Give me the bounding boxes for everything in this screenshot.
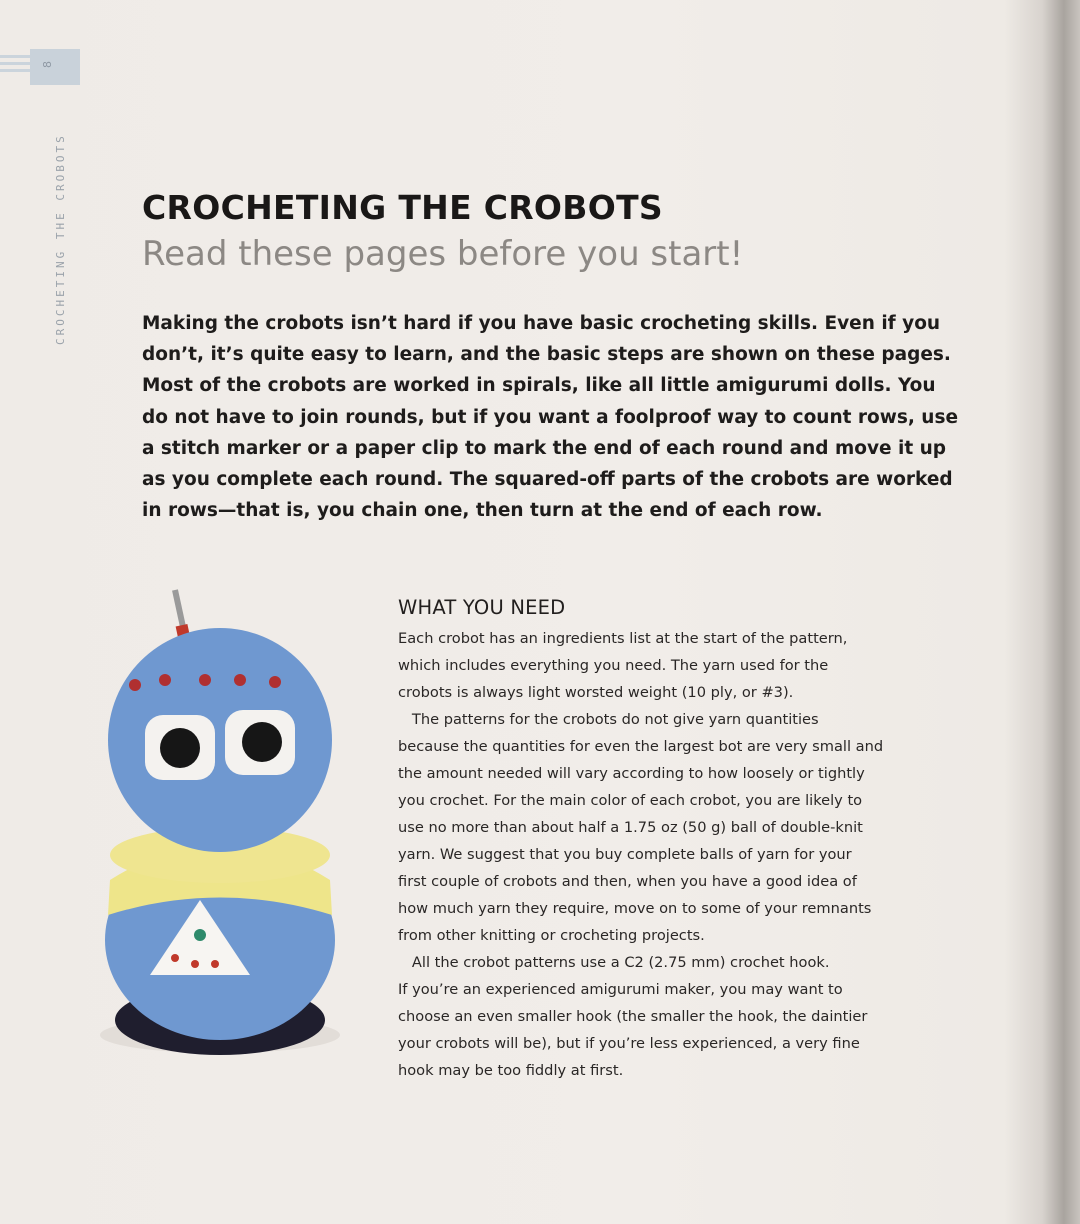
text-line: your crobots will be), but if you’re less experienced, a very fine <box>398 1035 860 1052</box>
chest-dot <box>211 960 219 968</box>
page-tab-decoration <box>0 55 34 75</box>
left-eye <box>160 728 200 768</box>
text-line: yarn. We suggest that you buy complete balls of yarn for your <box>398 846 852 863</box>
text-line: don’t, it’s quite easy to learn, and the basic steps are shown on these pages. <box>142 344 951 366</box>
robot-head <box>108 628 332 852</box>
text-line: as you complete each round. The squared-off parts of the crobots are worked <box>142 469 953 491</box>
running-head: CROCHETING THE CROBOTS <box>54 133 67 345</box>
text-line: hook may be too fiddly at first. <box>398 1062 624 1079</box>
text-line: the amount needed will vary according to how loosely or tightly <box>398 765 865 782</box>
intro-paragraph <box>142 308 959 526</box>
text-line: because the quantities for even the largest bot are very small and <box>398 738 884 755</box>
text-line: The patterns for the crobots do not give yarn quantities <box>398 711 819 728</box>
text-line: Each crobot has an ingredients list at the start of the pattern, <box>398 630 848 647</box>
text-line: a stitch marker or a paper clip to mark the end of each round and move it up <box>142 437 947 459</box>
text-line: Making the crobots isn’t hard if you have basic crocheting skills. Even if you <box>142 313 941 334</box>
what-you-need-section <box>398 596 898 1084</box>
chest-dot <box>191 960 199 968</box>
text-line: you crochet. For the main color of each crobot, you are likely to <box>398 792 863 809</box>
section-heading: WHAT YOU NEED <box>398 596 566 619</box>
page-title: CROCHETING THE CROBOTS <box>142 188 663 227</box>
chest-button <box>194 929 206 941</box>
crochet-robot-photo <box>70 580 370 1080</box>
text-line: choose an even smaller hook (the smaller the hook, the daintier <box>398 1008 868 1025</box>
page-number: 8 <box>41 61 54 68</box>
text-line: from other knitting or crocheting projects. <box>398 927 705 944</box>
chest-dot <box>171 954 179 962</box>
page-tab <box>30 49 80 85</box>
text-line: first couple of crobots and then, when you have a good idea of <box>398 873 857 890</box>
right-eye <box>242 722 282 762</box>
text-line: in rows—that is, you chain one, then turn at the end of each row. <box>142 500 823 522</box>
text-line: All the crobot patterns use a C2 (2.75 mm) crochet hook. <box>398 954 830 971</box>
text-line: Most of the crobots are worked in spirals, like all little amigurumi dolls. You <box>142 375 936 397</box>
text-line: use no more than about half a 1.75 oz (50 g) ball of double-knit <box>398 819 863 836</box>
text-line: how much yarn they require, move on to some of your remnants <box>398 900 872 917</box>
text-line: which includes everything you need. The yarn used for the <box>398 657 829 674</box>
text-line: If you’re an experienced amigurumi maker, you may want to <box>398 981 843 998</box>
section-body <box>398 625 898 1084</box>
text-line: do not have to join rounds, but if you want a foolproof way to count rows, use <box>142 406 959 428</box>
page-subtitle: Read these pages before you start! <box>142 234 744 274</box>
text-line: crobots is always light worsted weight (10 ply, or #3). <box>398 684 794 701</box>
